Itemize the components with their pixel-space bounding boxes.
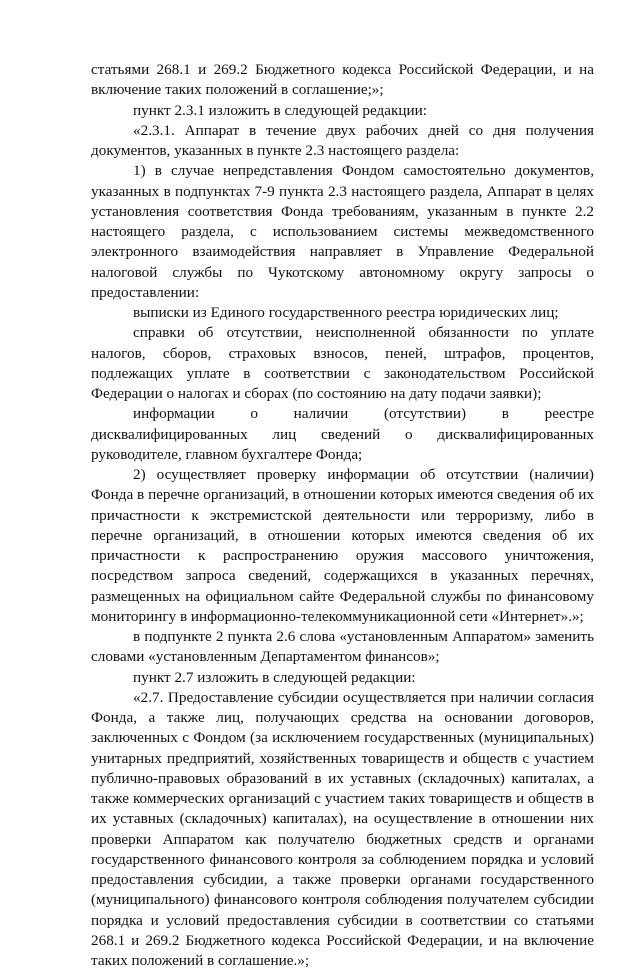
paragraph-disqualified-registry: информации о наличии (отсутствии) в реестре дисквалифицированных лиц сведений о дисквалифицированных руководителе, главном бухгалтере Фонда;	[91, 405, 594, 463]
paragraph-egrul-extract: выписки из Единого государственного реестра юридических лиц;	[133, 304, 559, 321]
paragraph-amend-2-7: пункт 2.7 изложить в следующей редакции:	[133, 668, 416, 686]
paragraph-tax-certificate: справки об отсутствии, неисполненной обязанности по уплате налогов, сборов, страховых взносов, пеней, штрафов, процентов, подлежащих уплате в соответствии с законодательством Российской Федерации о налогах и сборах (по состоянию на дату подачи заявки);	[91, 324, 594, 402]
paragraph-amend-2-3-1: пункт 2.3.1 изложить в следующей редакции:	[133, 101, 427, 119]
document-page	[91, 60, 594, 971]
paragraph-continuation: статьями 268.1 и 269.2 Бюджетного кодекса Российской Федерации, и на включение таких положений в соглашение;»;	[91, 61, 594, 99]
paragraph-2-6-replacement: в подпункте 2 пункта 2.6 слова «установленным Аппаратом» заменить словами «установленным Департаментом финансов»;	[91, 628, 594, 666]
paragraph-item-2: 2) осуществляет проверку информации об отсутствии (наличии) Фонда в перечне организаций, в отношении которых имеются сведения об их причастности к экстремистской деятельности или терроризму, либо в перечне организаций, в отношении которых имеются сведения об их причастности к распространению оружия массового уничтожения, посредством запроса сведений, содержащихся в указанных перечнях, размещенных на официальном сайте Федеральной службы по финансовому мониторингу в информационно-телекоммуникационной сети «Интернет».»;	[91, 466, 594, 625]
paragraph-item-1: 1) в случае непредставления Фондом самостоятельно документов, указанных в подпунктах 7-9 пункта 2.3 настоящего раздела, Аппарат в целях установления соответствия Фонда требованиям, указанным в пункте 2.2 настоящего раздела, с использованием системы межведомственного электронного взаимодействия направляет в Управление Федеральной налоговой службы по Чукотскому автономному округу запросы о предоставлении:	[91, 162, 594, 301]
paragraph-2-7: «2.7. Предоставление субсидии осуществляется при наличии согласия Фонда, а также лиц, получающих средства на основании договоров, заключенных с Фондом (за исключением государственных (муниципальных) унитарных предприятий, хозяйственных товариществ и обществ с участием публично-правовых образований в их уставных (складочных) капиталах, а также коммерческих организаций с участием таких товариществ и обществ в их уставных (складочных) капиталах), на осуществление в отношении них проверки Аппаратом как получателю бюджетных средств и органами государственного финансового контроля за соблюдением порядка и условий предоставления субсидии, а также проверки органами государственного (муниципального) финансового контроля соблюдения получателем субсидии порядка и условий предоставления субсидии в соответствии со статьями 268.1 и 269.2 Бюджетного кодекса Российской Федерации, и на включение таких положений в соглашение.»;	[91, 688, 594, 969]
paragraph-2-3-1: «2.3.1. Аппарат в течение двух рабочих дней со дня получения документов, указанных в пункте 2.3 настоящего раздела:	[91, 121, 594, 159]
